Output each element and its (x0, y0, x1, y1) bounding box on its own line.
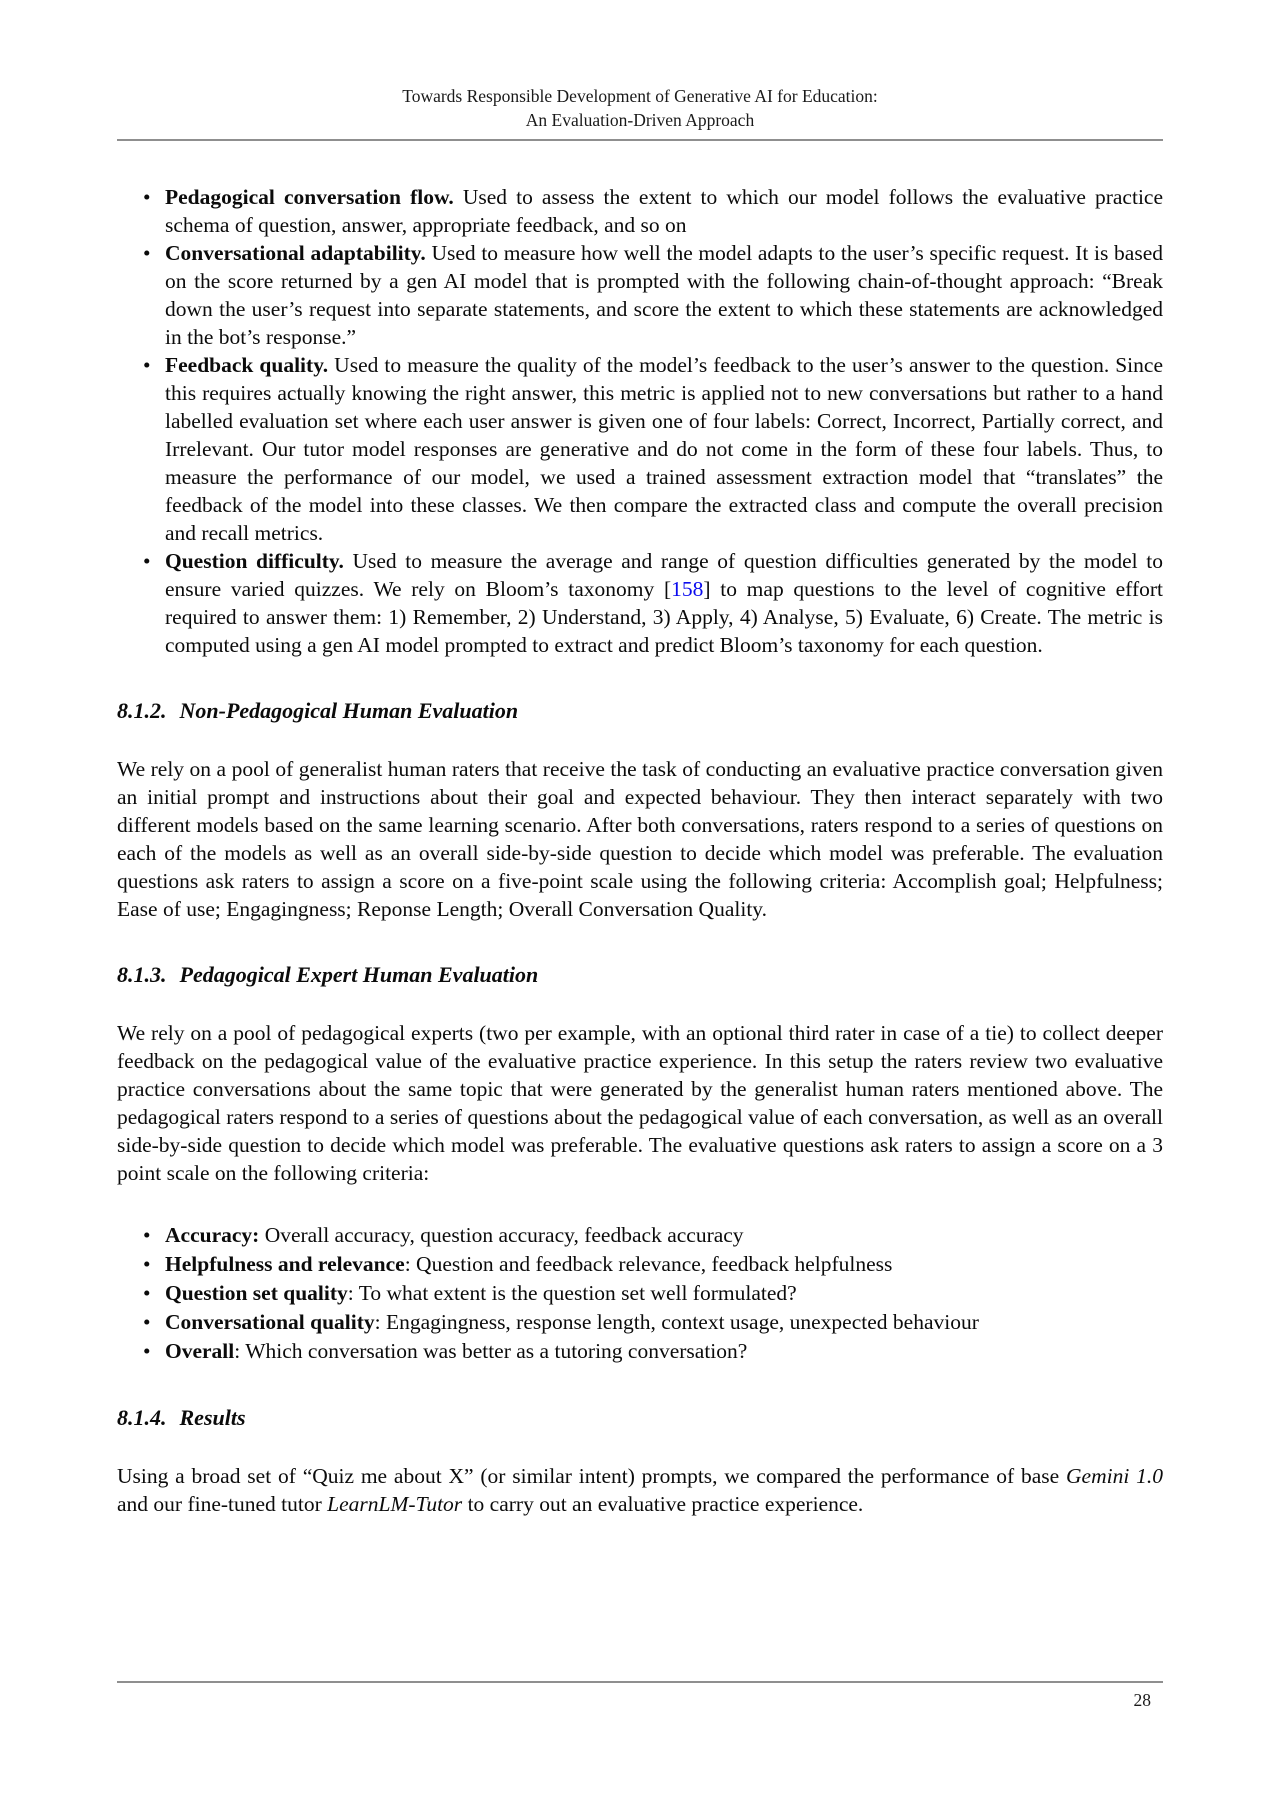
model-name-learnlm-tutor: LearnLM-Tutor (327, 1492, 463, 1516)
paragraph-non-pedagogical: We rely on a pool of generalist human raters that receive the task of conducting an evaluative practice conversation given an initial prompt and instructions about their goal and expected behaviour. They then interact separately with two different models based on the same learning scenario. After both conversations, raters respond to a series of questions on each of the models as well as an overall side-by-side question to decide which model was preferable. The evaluation questions ask raters to assign a score on a five-point scale using the following criteria: Accomplish goal; Helpfulness; Ease of use; Engagingness; Reponse Length; Overall Conversation Quality. (117, 757, 1163, 921)
metric-text: Used to assess the extent to which our model follows the evaluative practice schema of question, answer, appropriate feedback, and so on (165, 185, 1164, 237)
metric-label: Question difficulty. (165, 549, 344, 573)
metric-text: Used to measure how well the model adapts to the user’s specific request. It is based on the score returned by a gen AI model that is prompted with the following chain-of-thought approach: “Break down the user’s request into separate statements, and score the extent to which these statements are acknowledged in the bot’s response.” (165, 241, 1163, 349)
metric-label: Conversational adaptability. (165, 241, 426, 265)
section-number: 8.1.2. (117, 698, 167, 723)
criteria-text: Overall accuracy, question accuracy, feedback accuracy (259, 1223, 744, 1247)
metric-item-pedagogical-conversation-flow (117, 183, 1163, 239)
metric-item-feedback-quality (117, 351, 1163, 547)
criteria-text: : Which conversation was better as a tutoring conversation? (234, 1339, 748, 1363)
metric-list (117, 183, 1163, 659)
model-name-gemini: Gemini 1.0 (1066, 1464, 1163, 1488)
criteria-item-overall (117, 1337, 1163, 1366)
results-text: Using a broad set of “Quiz me about X” (or similar intent) prompts, we compared the performance of base (117, 1464, 1067, 1488)
metric-label: Feedback quality. (165, 353, 329, 377)
criteria-label: Conversational quality (165, 1310, 375, 1334)
criteria-text: : To what extent is the question set well formulated? (347, 1281, 797, 1305)
page-header (0, 0, 1280, 141)
metric-item-question-difficulty (117, 547, 1163, 659)
section-heading-results (117, 1404, 1163, 1432)
results-text: and our fine-tuned tutor (117, 1492, 328, 1516)
page-footer (117, 1681, 1163, 1712)
criteria-list (117, 1221, 1163, 1366)
paragraph-pedagogical-expert: We rely on a pool of pedagogical experts (two per example, with an optional third rater in case of a tie) to collect deeper feedback on the pedagogical value of the evaluative practice experience. In this setup the raters review two evaluative practice conversations about the same topic that were generated by the generalist human raters mentioned above. The pedagogical raters respond to a series of questions about the pedagogical value of each conversation, as well as an overall side-by-side question to decide which model was preferable. The evaluative questions ask raters to assign a score on a 3 point scale on the following criteria: (117, 1021, 1163, 1185)
metric-text: ] to map questions to the level of cognitive effort required to answer them: 1) Remember, 2) Understand, 3) Apply, 4) Analyse, 5) Evaluate, 6) Create. The metric is computed using a gen AI model prompted to extract and predict Bloom’s taxonomy for each question. (165, 577, 1163, 657)
section-number: 8.1.4. (117, 1405, 167, 1430)
criteria-item-conversational-quality (117, 1308, 1163, 1337)
metric-text: Used to measure the quality of the model’s feedback to the user’s answer to the question. Since this requires actually knowing the right answer, this metric is applied not to new conversations but rather to a hand labelled evaluation set where each user answer is given one of four labels: Correct, Incorrect, Partially correct, and Irrelevant. Our tutor model responses are generative and do not come in the form of these four labels. Thus, to measure the performance of our model, we used a trained assessment extraction model that “translates” the feedback of the model into these classes. We then compare the extracted class and compute the overall precision and recall metrics. (165, 353, 1163, 545)
results-text: to carry out an evaluative practice experience. (462, 1492, 864, 1516)
footer-rule (117, 1681, 1163, 1683)
criteria-item-question-set-quality (117, 1279, 1163, 1308)
citation-link-158[interactable]: 158 (671, 577, 704, 601)
section-title: Non-Pedagogical Human Evaluation (179, 698, 519, 723)
section-number: 8.1.3. (117, 962, 167, 987)
running-title-line2: An Evaluation-Driven Approach (525, 110, 755, 130)
criteria-label: Question set quality (165, 1281, 348, 1305)
criteria-label: Overall (165, 1339, 235, 1363)
paragraph-results (117, 1462, 1163, 1518)
running-title-line1: Towards Responsible Development of Generative AI for Education: (402, 86, 878, 106)
header-rule (117, 139, 1163, 141)
metric-item-conversational-adaptability (117, 239, 1163, 351)
criteria-item-accuracy (117, 1221, 1163, 1250)
criteria-text: : Engagingness, response length, context usage, unexpected behaviour (374, 1310, 979, 1334)
section-title: Results (179, 1405, 246, 1430)
criteria-label: Accuracy: (165, 1223, 260, 1247)
metric-text: Used to measure the average and range of question difficulties generated by the model to ensure varied quizzes. We rely on Bloom’s taxonomy [ (165, 549, 1163, 601)
criteria-text: : Question and feedback relevance, feedback helpfulness (404, 1252, 893, 1276)
page-body (117, 183, 1163, 1518)
criteria-label: Helpfulness and relevance (165, 1252, 405, 1276)
metric-label: Pedagogical conversation flow. (165, 185, 454, 209)
section-heading-pedagogical-expert-human-evaluation (117, 961, 1163, 989)
page-number: 28 (1133, 1690, 1151, 1710)
section-title: Pedagogical Expert Human Evaluation (179, 962, 539, 987)
criteria-item-helpfulness-relevance (117, 1250, 1163, 1279)
section-heading-non-pedagogical-human-evaluation (117, 697, 1163, 725)
